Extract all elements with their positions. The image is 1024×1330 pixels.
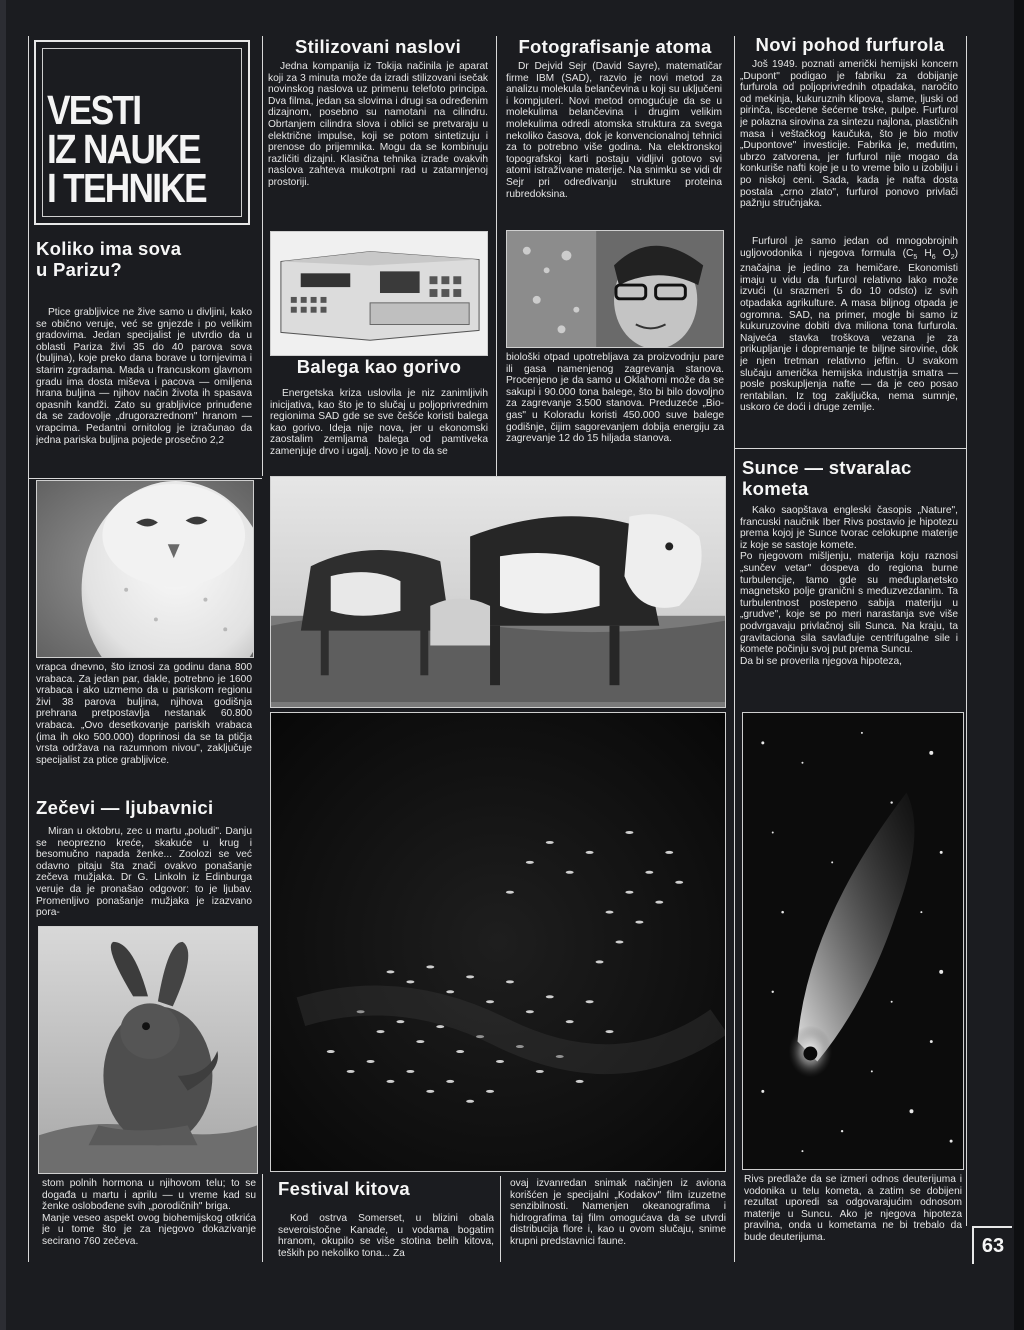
section-rule [734,448,966,449]
article-sunce-text-2: Rivs predlaže da se izmeri odnos deuterijuma i vodonika u telu kometa, a zatim se dobijeni rezultat uporedi sa odgovarajućim odnosom materije u Suncu. Ako je njegova hipoteza pravilna, onda u kometama ne bi trebalo da bude deuterijuma. [744,1174,962,1243]
hare-photo [38,926,258,1174]
comet-illustration [743,713,963,1169]
column-rule [262,36,263,476]
article-kitovi-text-2: ovaj izvanredan snimak načinjen iz aviona korišćen je specijalni „Kodakov" film izuzetne senzibilnosti. Namenjen okeanografima i hidrografima taj film omogućava da se utvrdi distribucija flore i, kao u ovom slučaju, snime krupni predstavnici faune. [510,1178,726,1247]
hare-illustration [39,927,257,1173]
article-naslovi-text: Jedna kompanija iz Tokija načinila je aparat koji za 3 minuta može da izradi stilizovani isečak novinskog naslova uz primenu telefoto principa. Dva filma, jedan sa slovima i drugi sa određenim dizajnom, posebno su namotani na cilindru. Obrtanjem cilindra slova i oblici se pretvaraju u električne impulse, koji se potom sintetizuju i prenose do prijemnika. Mogu da se kombinuju različiti dizajni. Klasična tehnika izrade ovakvih naslova zahteva mukotrpni rad u zatamnjenoj prostoriji. [268,61,488,188]
scientist-photo [506,230,724,348]
furfurol-text-2a: Furfurol je samo jedan od mnogobrojnih ugljovodonika i njegova formula (C [740,236,958,259]
headline-sove: Koliko ima sova u Parizu? [36,238,182,280]
cows-illustration [271,477,725,707]
furfurol-text-2b: H [917,247,932,259]
masthead-title: VESTI IZ NAUKE I TEHNIKE [47,87,206,211]
headline-zecevi: Zečevi — ljubavnici [36,797,214,818]
furfurol-text-2c: O [935,247,951,259]
whales-illustration [271,713,725,1171]
column-rule [262,1174,263,1262]
masthead-inner [42,48,242,217]
comet-photo [742,712,964,1170]
column-rule [496,36,497,476]
article-atomi-text: Dr Dejvid Sejr (David Sayre), matematičar firme IBM (SAD), razvio je novi metod za analizu molekula belančevina u koji su uključeni i kompjuteri. Novi metod omogućuje da se u molekulima belančevina i drugim velikim molekulima odredi atomska struktura za svega nekoliko časova, dok je konvencionalnoj tehnici za to potrebno više godina. Na elektronskoj topografskoj karti postaju vidljivi gotovo svi atomi istraživane materije. Na snimku se vidi dr Sejr pri određivanju strukture proteina rubredoksina. [506,61,722,200]
headline-furfurol: Novi pohod furfurola [755,34,945,55]
column-rule [28,36,29,1262]
formula-subscript-o: 2 [950,253,955,261]
headline-atomi: Fotografisanje atoma [518,36,712,57]
article-sove-text-1: Ptice grabljivice ne žive samo u divljini, kako se obično veruje, već se gnjezde i po velikim gradovima. Jedan specijalist je utvrdio da u oblasti Pariza živi 35 do 40 parova sova (buljina), koje preko dana borave u tornjevima i starim zgradama. Mada u francuskom glavnom gradu ima dosta miševa i pacova — omiljena hrana buljina — njihov način života ih spasava opasnih kandži. Zato su grabljivice prinuđene da se zadovolje „drugorazrednom" hranom — vrapcima. Pedantni ornitolog je izračunao da jedna pariska buljina pojede prosečno 2,2 [36,307,252,446]
page-number: 63 [981,1234,1005,1257]
formula-subscript-h: 6 [931,253,936,261]
headline-kitovi: Festival kitova [278,1178,411,1199]
column-rule [734,36,735,1262]
machine-illustration [271,232,487,355]
article-furfurol-text-1: Još 1949. poznati američki hemijski koncern „Dupont" podigao je fabriku za dobijanje furfurola od poljoprivrednih otpadaka, naročito od mekinja, kukuruznih klipova, slame, ljuski od pirinča, iscedene šećerne trske, pulpe. Furfurol je polazna sirovina za sintezu najlona, plastičnih masa i veštačkog kaučuka, što je bio motiv „Dupontove" investicije. Fabrika je, međutim, ubrzo zatvorena, jer furfurol nije mogao da konkuriše nafti koje je u to vreme bilo u izobilju i po niskoj ceni. Sada, kada je nafta dosta postala „crno zlato", furfurol ponovo privlači pažnju stručnjaka. [740,59,958,210]
article-sove-text-2: vrapca dnevno, što iznosi za godinu dana 800 vrabaca. Za jedan par, dakle, potrebno je 1600 vrabaca i ako uzmemo da u pariskom regionu živi 38 parova buljina, njihova godišnja prehrana pretpostavlja nestanak 60.800 vrabaca. „Ovo desetkovanje pariskih vrabaca (ima ih oko 500.000) doprinosi da se ta ptičja vrsta održava na razumnom nivou", zaključuje specijalist za ptice grabljivice. [36,662,252,766]
headline-naslovi: Stilizovani naslovi [294,36,462,57]
owl-illustration [37,481,253,657]
article-kitovi-text-1: Kod ostrva Somerset, u blizini obala severoistočne Kanade, u vodama bogatim hranom, okupilo se više stotina belih kitova, teških po nekoliko tona... Za [278,1213,494,1259]
column-rule [966,36,967,1226]
formula-subscript-c: 5 [913,253,918,261]
column-rule [500,1176,501,1262]
masthead-box [34,40,250,225]
article-sunce-text-1: Kako saopštava engleski časopis „Nature", francuski naučnik Iber Rivs postavio je hipotezu prema kojoj je Sunce tvorac celokupne materije iz koje se sastoje komete. Po njegovom mišljenju, materija koju raznosi „sunčev vetar" dospeva do regiona burne turbulencije, tamo gde su međuplanetsko magnetsko polje granični s međuzvezdanim. Ta turbulentnost postepeno sabija materiju u „grudve", koje se po meri narastanja sve više podvrgavaju privlačnoj sili Sunca. Na kraju, ta gravitaciona sila savlađuje centrifugalne sile i komete počinju svoj put prema Suncu. Da bi se proverila njegova hipoteza, [740,505,958,667]
cows-photo [270,476,726,708]
headline-sunce: Sunce — stvaralac kometa [742,457,912,499]
whales-photo [270,712,726,1172]
article-zecevi-text-2: stom polnih hormona u njihovom telu; to se događa u martu i aprilu — u vreme kad su ženke oslobođene svih „porodičnih" briga. Manje veseo aspekt ovog biohemijskog otkrića je u tome što je za njegovo dokazivanje secirano 760 zečeva. [42,1178,256,1247]
section-rule [28,478,262,479]
article-balega-text-2: biološki otpad upotrebljava za proizvodnju pare ili gasa namenjenog zagrevanja stanova. Procenjeno je da samo u Oklahomi može da se sakupi i 90.000 tona balege, što bi bilo dovoljno za zagrevanje 3.500 stanova. Preduzeće „Bio-gas" u Koloradu koristi 450.000 suve balege godišnje, čijim sagorevanjem dobija energiju za zagrevanje 12 do 15 hiljada stanova. [506,352,724,445]
article-balega-text-1: Energetska kriza uslovila je niz zanimljivih inicijativa, kao što je to slučaj u poljoprivrednim regionima SAD gde se sve češće koristi balega kao gorivo. Ideja nije nova, jer u ekonomski zaostalim zemljama balega od pamtiveka zamenjuje drvo i ugalj. Novo je to da se [270,388,488,457]
article-furfurol-text-2 [740,236,958,442]
machine-photo [270,231,488,356]
owl-photo [36,480,254,658]
headline-balega: Balega kao gorivo [296,356,462,377]
article-zecevi-text-1: Miran u oktobru, zec u martu „poludi". Danju se neoprezno kreće, skakuće u krug i besomučno napada ženke... Zoolozi se već odavno pitaju šta znači ovakvo ponašanje zečeva mužjaka. Dr G. Linkoln iz Edinburga veruje da je pronašao odgovor: to je ljubav. Promenljivo ponašanje mužjaka je izazvano pora- [36,826,252,919]
page-number-box [972,1226,1012,1264]
scientist-illustration [507,231,723,347]
furfurol-text-2d: ) značajna je jedino za hemičare. Ekonomisti imaju u vidu da furfurol relativno lako može izvući (u srazmeri 5 do 10 odsto) iz svih otpadaka agrikulture. A masa biljnog otpada je ogromna. SAD, na primer, mogle bi samo iz kukuruzovine dobiti dva miliona tona furfurola. Najveća stavka troškova vezana je za prikupljanje i dopremanje te biljne sirovine, dok je njen tretman relativno jeftin. U svakom slučaju američka hemijska industrija smatra — posle poskupljenja nafte — da je ceo posao rentabilan. Iz tog zaključka, nema sumnje, uskoro će doći i druge zemlje. [740,247,958,414]
